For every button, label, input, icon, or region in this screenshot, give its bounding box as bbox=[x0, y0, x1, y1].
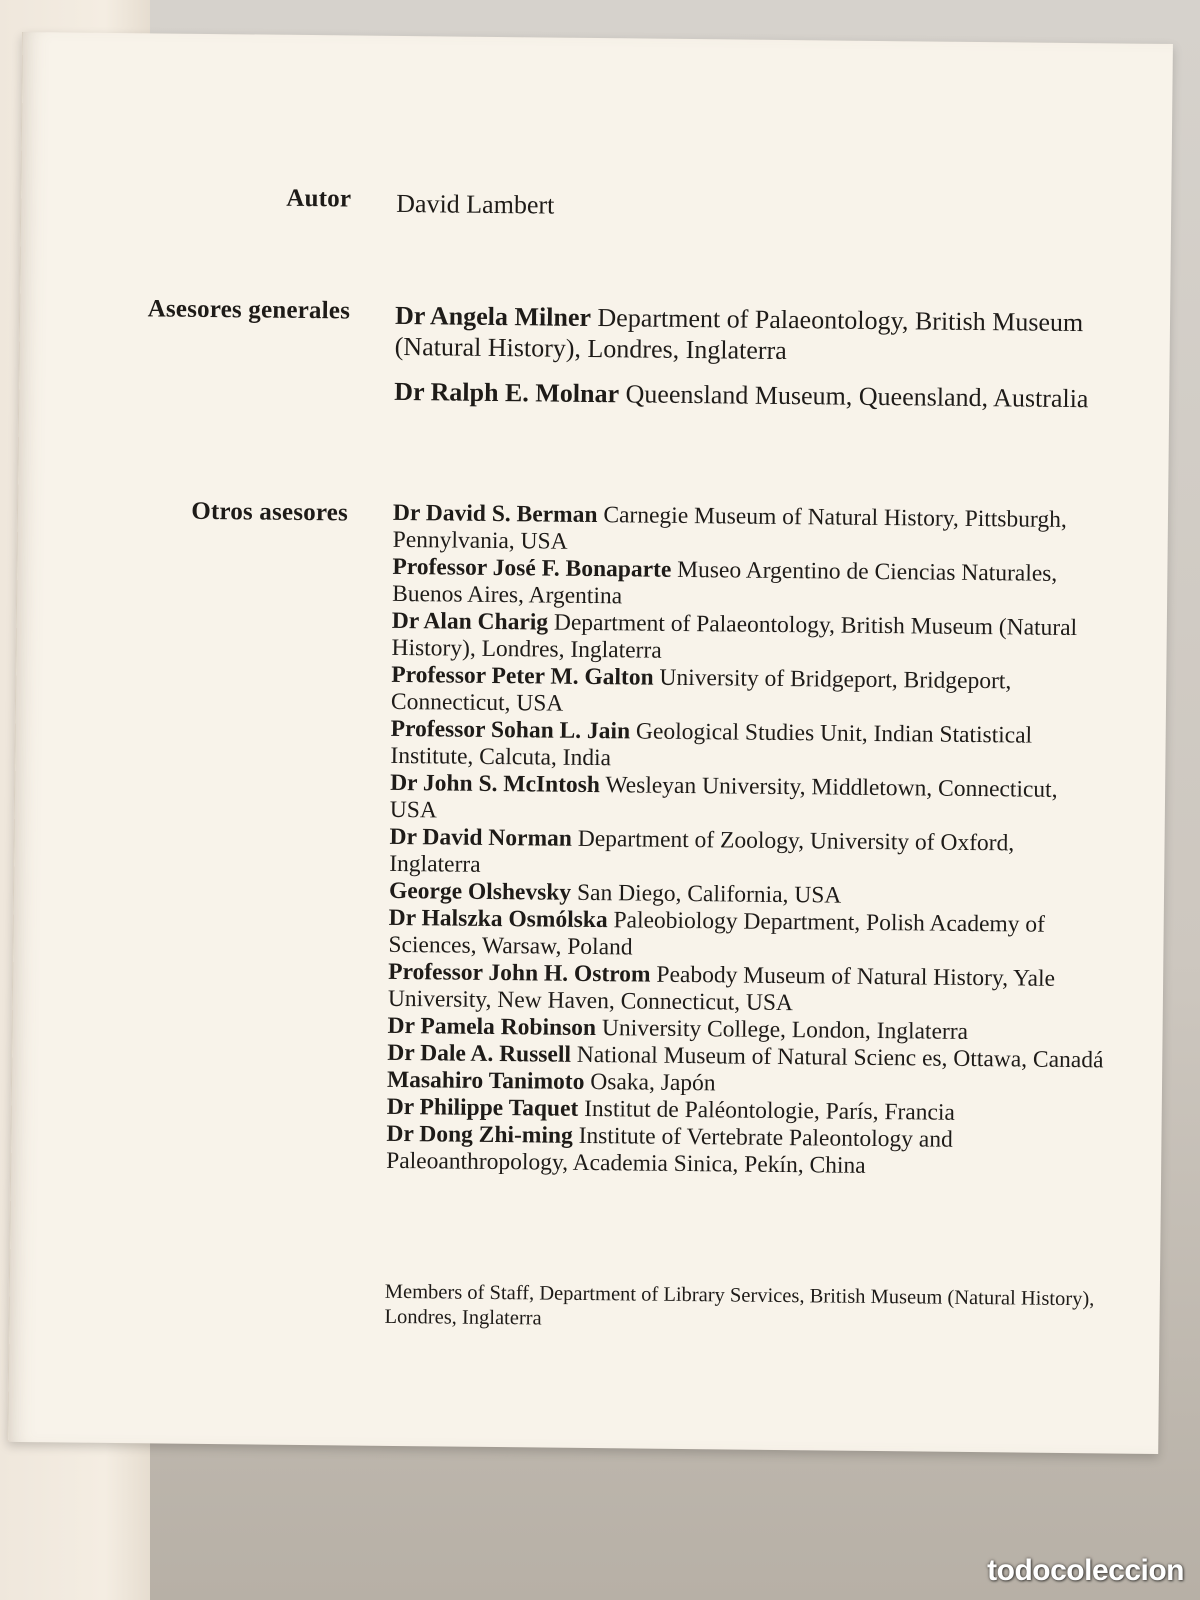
advisor-entry bbox=[386, 1121, 1107, 1183]
author-name: David Lambert bbox=[396, 188, 555, 220]
advisor-name: Dr Pamela Robinson bbox=[387, 1012, 597, 1042]
staff-acknowledgement: Members of Staff, Department of Library Services, British Museum (Natural History), Londres, Inglaterra bbox=[384, 1280, 1095, 1330]
advisor-name: Dr Ralph E. Molnar bbox=[394, 376, 620, 409]
other-advisors-section bbox=[18, 496, 1168, 1179]
advisor-affiliation: Queensland Museum, Queensland, Australia bbox=[625, 379, 1089, 414]
advisor-affiliation: Institute of Vertebrate Paleontology and Paleoanthropology, Academia Sinica, Pekín, China bbox=[386, 1122, 953, 1179]
advisor-name: Professor Peter M. Galton bbox=[391, 661, 654, 691]
advisor-entry bbox=[388, 959, 1109, 1021]
other-advisors-label: Otros asesores bbox=[191, 497, 349, 527]
advisor-affiliation: University of Bridgeport, Bridgeport, Connecticut, USA bbox=[390, 664, 1012, 717]
advisor-name: Professor John H. Ostrom bbox=[388, 958, 651, 988]
advisor-name: Dr David S. Berman bbox=[392, 499, 598, 529]
advisor-affiliation: National Museum of Natural Scienc es, Ottawa, Canadá bbox=[576, 1041, 1104, 1074]
advisor-name: Professor José F. Bonaparte bbox=[392, 553, 672, 583]
general-advisors-label: Asesores generales bbox=[147, 295, 351, 325]
advisor-affiliation: Department of Palaeontology, British Museum (Natural History), Londres, Inglaterra bbox=[394, 303, 1084, 366]
author-section bbox=[21, 182, 1171, 220]
advisor-name: Dr Halszka Osmólska bbox=[388, 904, 608, 934]
general-advisors-list bbox=[394, 300, 1115, 415]
advisor-entry bbox=[392, 554, 1113, 616]
watermark-logo: todocoleccion bbox=[987, 1554, 1184, 1587]
advisor-affiliation: Wesleyan University, Middletown, Connecticut, USA bbox=[389, 772, 1058, 824]
advisor-affiliation: Peabody Museum of Natural History, Yale University, New Haven, Connecticut, USA bbox=[387, 961, 1056, 1017]
book-page bbox=[7, 32, 1173, 1454]
author-label: Autor bbox=[286, 184, 352, 213]
advisor-affiliation: Department of Zoology, University of Oxford, Inglaterra bbox=[389, 825, 1015, 878]
advisor-entry bbox=[390, 770, 1111, 832]
advisor-name: Dr Angela Milner bbox=[394, 300, 592, 332]
advisor-name: Dr David Norman bbox=[389, 823, 573, 852]
advisor-entry bbox=[394, 376, 1114, 415]
advisor-entry bbox=[389, 824, 1110, 886]
advisor-name: Masahiro Tanimoto bbox=[386, 1066, 585, 1095]
advisor-name: Dr Alan Charig bbox=[391, 607, 549, 636]
other-advisors-list bbox=[386, 500, 1113, 1183]
advisor-name: Dr John S. McIntosh bbox=[390, 769, 601, 799]
advisor-entry bbox=[391, 608, 1112, 670]
advisor-affiliation: Department of Palaeontology, British Museum (Natural History), Londres, Inglaterra bbox=[391, 609, 1078, 664]
advisor-name: Dr Dong Zhi-ming bbox=[386, 1120, 573, 1149]
advisor-entry bbox=[395, 300, 1116, 370]
advisor-affiliation: University College, London, Inglaterra bbox=[601, 1015, 969, 1045]
general-advisors-section bbox=[20, 294, 1170, 414]
advisor-affiliation: Institut de Paléontologie, París, Francia bbox=[584, 1095, 956, 1126]
advisor-entry bbox=[390, 716, 1111, 778]
advisor-affiliation: Carnegie Museum of Natural History, Pittsburgh, Pennylvania, USA bbox=[392, 502, 1067, 555]
advisor-name: Dr Dale A. Russell bbox=[387, 1039, 572, 1068]
advisor-name: George Olshevsky bbox=[388, 877, 572, 906]
advisor-affiliation: Osaka, Japón bbox=[590, 1069, 716, 1097]
advisor-affiliation: San Diego, California, USA bbox=[576, 879, 842, 909]
advisor-entry bbox=[393, 500, 1114, 562]
advisor-name: Dr Philippe Taquet bbox=[386, 1093, 579, 1122]
advisor-entry bbox=[388, 905, 1109, 967]
advisor-affiliation: Geological Studies Unit, Indian Statistical Institute, Calcuta, India bbox=[390, 718, 1033, 772]
advisor-name: Professor Sohan L. Jain bbox=[390, 715, 631, 745]
advisor-entry bbox=[391, 662, 1112, 724]
advisor-affiliation: Paleobiology Department, Polish Academy of Sciences, Warsaw, Poland bbox=[388, 907, 1046, 961]
advisor-affiliation: Museo Argentino de Ciencias Naturales, Buenos Aires, Argentina bbox=[392, 556, 1058, 610]
